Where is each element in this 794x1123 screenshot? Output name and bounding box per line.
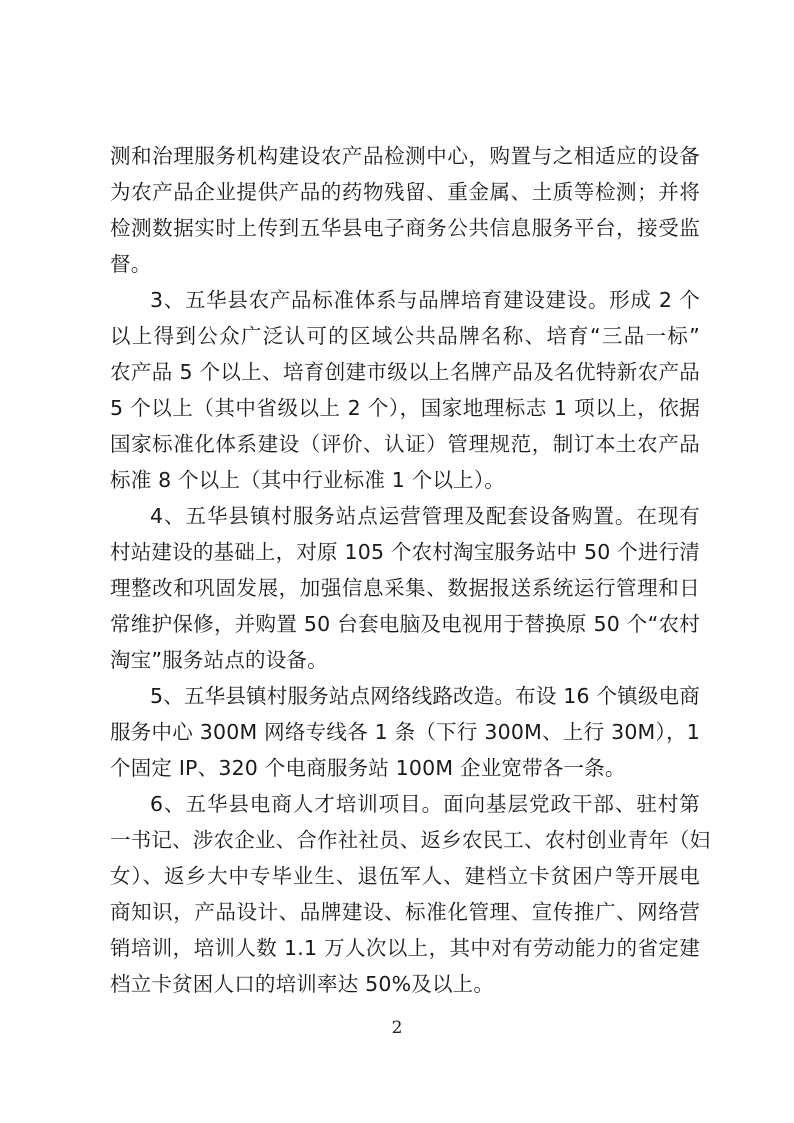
text-line: 以上得到公众广泛认可的区域公共品牌名称、培育“三品一标” (110, 324, 700, 348)
text-line: 理整改和巩固发展，加强信息采集、数据报送系统运行管理和日 (110, 576, 700, 600)
text-line: 5 个以上（其中省级以上 2 个），国家地理标志 1 项以上，依据 (110, 396, 700, 420)
page-number: 2 (391, 1018, 403, 1038)
document-body (110, 138, 711, 1002)
paragraph-item-4 (110, 498, 700, 678)
text-line: 淘宝”服务站点的设备。 (110, 648, 328, 672)
text-line: 个固定 IP、320 个电商服务站 100M 企业宽带各一条。 (110, 756, 626, 780)
text-line: 国家标准化体系建设（评价、认证）管理规范，制订本土农产品 (110, 432, 700, 456)
text-line: 检测数据实时上传到五华县电子商务公共信息服务平台，接受监 (110, 216, 700, 240)
paragraph-item-6 (110, 786, 711, 1002)
text-line: 测和治理服务机构建设农产品检测中心，购置与之相适应的设备 (110, 144, 700, 168)
text-line: 档立卡贫困人口的培训率达 50%及以上。 (110, 972, 495, 996)
text-line: 标准 8 个以上（其中行业标准 1 个以上）。 (110, 468, 505, 492)
text-line: 5、五华县镇村服务站点网络线路改造。布设 16 个镇级电商 (150, 684, 700, 708)
text-line: 常维护保修，并购置 50 台套电脑及电视用于替换原 50 个“农村 (110, 612, 700, 636)
text-line: 服务中心 300M 网络专线各 1 条（下行 300M、上行 30M），1 (110, 720, 700, 744)
text-line: 一书记、涉农企业、合作社社员、返乡农民工、农村创业青年（妇 (110, 828, 711, 852)
text-line: 女）、返乡大中专毕业生、退伍军人、建档立卡贫困户等开展电 (110, 864, 700, 888)
text-line: 农产品 5 个以上、培育创建市级以上名牌产品及名优特新农产品 (110, 360, 700, 384)
paragraph-item-3 (110, 282, 700, 498)
text-line: 6、五华县电商人才培训项目。面向基层党政干部、驻村第 (150, 792, 700, 816)
text-line: 为农产品企业提供产品的药物残留、重金属、土质等检测；并将 (110, 180, 700, 204)
text-line: 销培训，培训人数 1.1 万人次以上，其中对有劳动能力的省定建 (110, 936, 700, 960)
text-line: 商知识，产品设计、品牌建设、标准化管理、宣传推广、网络营 (110, 900, 700, 924)
paragraph-continuation (110, 138, 700, 282)
text-line: 督。 (110, 252, 152, 276)
text-line: 4、五华县镇村服务站点运营管理及配套设备购置。在现有 (150, 504, 700, 528)
text-line: 3、五华县农产品标准体系与品牌培育建设建设。形成 2 个 (150, 288, 700, 312)
paragraph-item-5 (110, 678, 700, 786)
text-line: 村站建设的基础上，对原 105 个农村淘宝服务站中 50 个进行清 (110, 540, 700, 564)
